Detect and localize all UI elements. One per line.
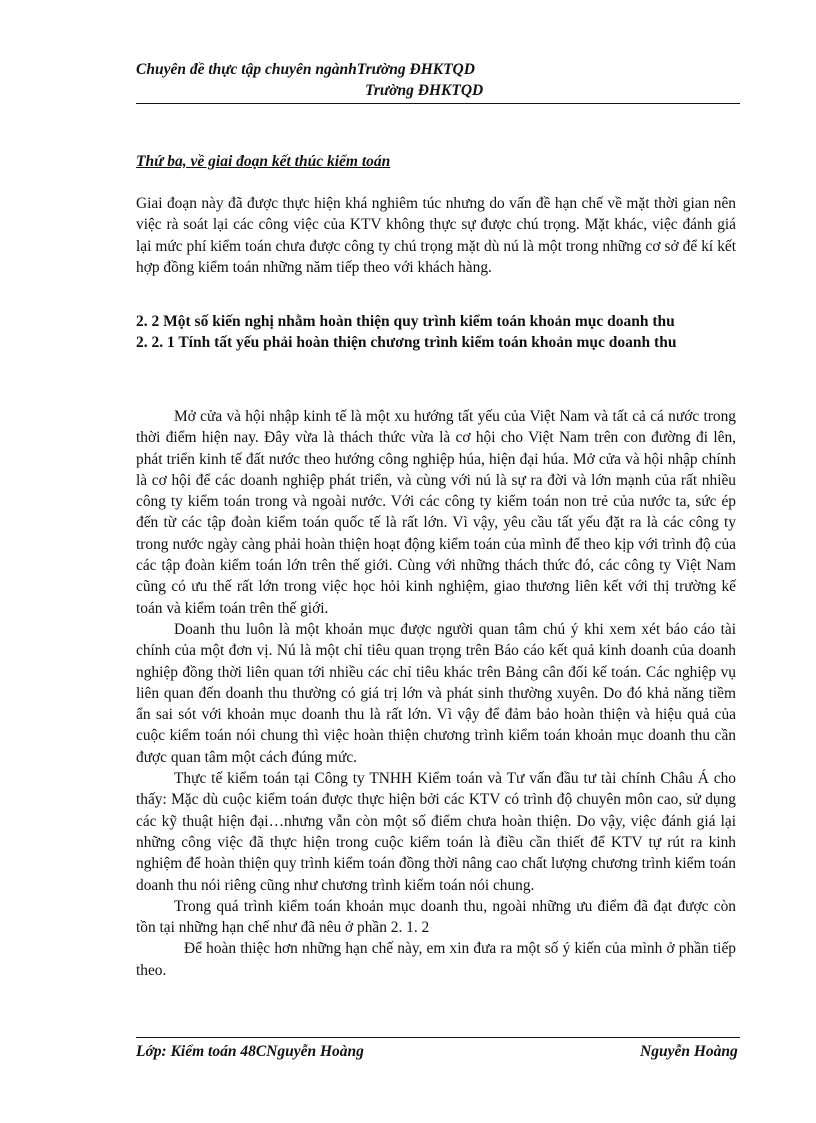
section-heading: Thứ ba, về giai đoạn kết thúc kiểm toán	[136, 153, 391, 170]
page-header-line1: Chuyên đề thực tập chuyên ngànhTrường ĐHKTQD	[136, 61, 475, 78]
chapter-headings	[136, 312, 736, 353]
intro-paragraph-block	[136, 193, 736, 278]
intro-paragraph: Giai đoạn này đã được thực hiện khá nghiêm túc nhưng do vấn đề hạn chế về mặt thời gian nên việc rà soát lại các công việc của KTV không thực sự được chú trọng. Mặt khác, việc đánh giá lại mức phí kiểm toán chưa được công ty chú trọng mặt dù nú là một trong những cơ sở để kí kết hợp đồng kiểm toán những năm tiếp theo với khách hàng.	[136, 195, 736, 276]
paragraph-2: Doanh thu luôn là một khoản mục được người quan tâm chú ý khi xem xét báo cáo tài chính của một đơn vị. Nú là một chỉ tiêu quan trọng trên Báo cáo kết quả kinh doanh của doanh nghiệp đồng thời liên quan tới nhiều các chỉ tiêu khác trên Bảng cân đối kế toán. Các nghiệp vụ liên quan đến doanh thu thường có giá trị lớn và phát sinh thường xuyên. Do đó khả năng tiềm ẩn sai sót với khoản mục doanh thu là rất lớn. Vì vậy để đảm bảo hoàn thiện và hiệu quả của cuộc kiểm toán nói chung thì việc hoàn thiện chương trình kiểm toán khoản mục doanh thu cần được quan tâm một cách đúng mức.	[136, 620, 736, 766]
paragraph-5: Để hoàn thiệc hơn những hạn chế này, em xin đưa ra một số ý kiến của mình ở phần tiếp theo.	[136, 940, 736, 979]
paragraph-1: Mở cửa và hội nhập kinh tế là một xu hướng tất yếu của Việt Nam và tất cả cá nước trong thời điểm hiện nay. Đây vừa là thách thức vừa là cơ hội cho Việt Nam trên con đường đi lên, phát triển kinh tế đất nước theo hướng công nghiệp húa, hiện đại húa. Mở cửa và hội nhập chính là cơ hội để các doanh nghiệp phát triển, và cùng với nú là sự ra đời và lớn mạnh của rất nhiều công ty kiểm toán trong và ngoài nước. Với các công ty kiểm toán non trẻ của nước ta, sức ép đến từ các tập đoàn kiểm toán quốc tế là rất lớn. Vì vậy, yêu cầu tất yếu đặt ra là các công ty trong nước ngày càng phải hoàn thiện hoạt động kiểm toán của mình để theo kịp với trình độ của các tập đoàn kiểm toán lớn trên thế giới. Cùng với những thách thức đó, các công ty Việt Nam cũng có ưu thế rất lớn trong việc học hỏi kinh nghiệm, giao thương liên kết với thị trường kế toán và kiểm toán trên thế giới.	[136, 408, 736, 617]
heading-2-2-1: 2. 2. 1 Tính tất yếu phải hoàn thiện chương trình kiểm toán khoản mục doanh thu	[136, 333, 677, 351]
page-header-line2: Trường ĐHKTQD	[365, 82, 484, 99]
paragraph-4: Trong quá trình kiểm toán khoản mục doanh thu, ngoài những ưu điểm đã đạt được còn tồn tại những hạn chế như đã nêu ở phần 2. 1. 2	[136, 897, 736, 937]
header-divider	[136, 103, 740, 104]
paragraph-3: Thực tế kiểm toán tại Công ty TNHH Kiểm toán và Tư vấn đầu tư tài chính Châu Á cho thấy: Mặc dù cuộc kiểm toán được thực hiện bởi các KTV có trình độ chuyên môn cao, sử dụng các kỹ thuật hiện đại…nhưng vẫn còn một số điểm chưa hoàn thiện. Do vậy, việc đánh giá lại những công việc đã thực hiện trong cuộc kiểm toán là điều cần thiết để KTV tự rút ra kinh nghiệm để hoàn thiện quy trình kiểm toán đồng thời nâng cao chất lượng chương trình kiểm toán doanh thu nói riêng cũng như chương trình kiểm toán nói chung.	[136, 770, 736, 894]
main-text	[136, 406, 736, 981]
heading-2-2: 2. 2 Một số kiến nghị nhằm hoàn thiện quy trình kiểm toán khoản mục doanh thu	[136, 313, 675, 330]
footer-author: Nguyễn Hoàng	[640, 1043, 738, 1060]
footer-divider	[136, 1037, 740, 1038]
footer-class-label: Lớp: Kiểm toán 48CNguyễn Hoàng	[136, 1043, 364, 1060]
